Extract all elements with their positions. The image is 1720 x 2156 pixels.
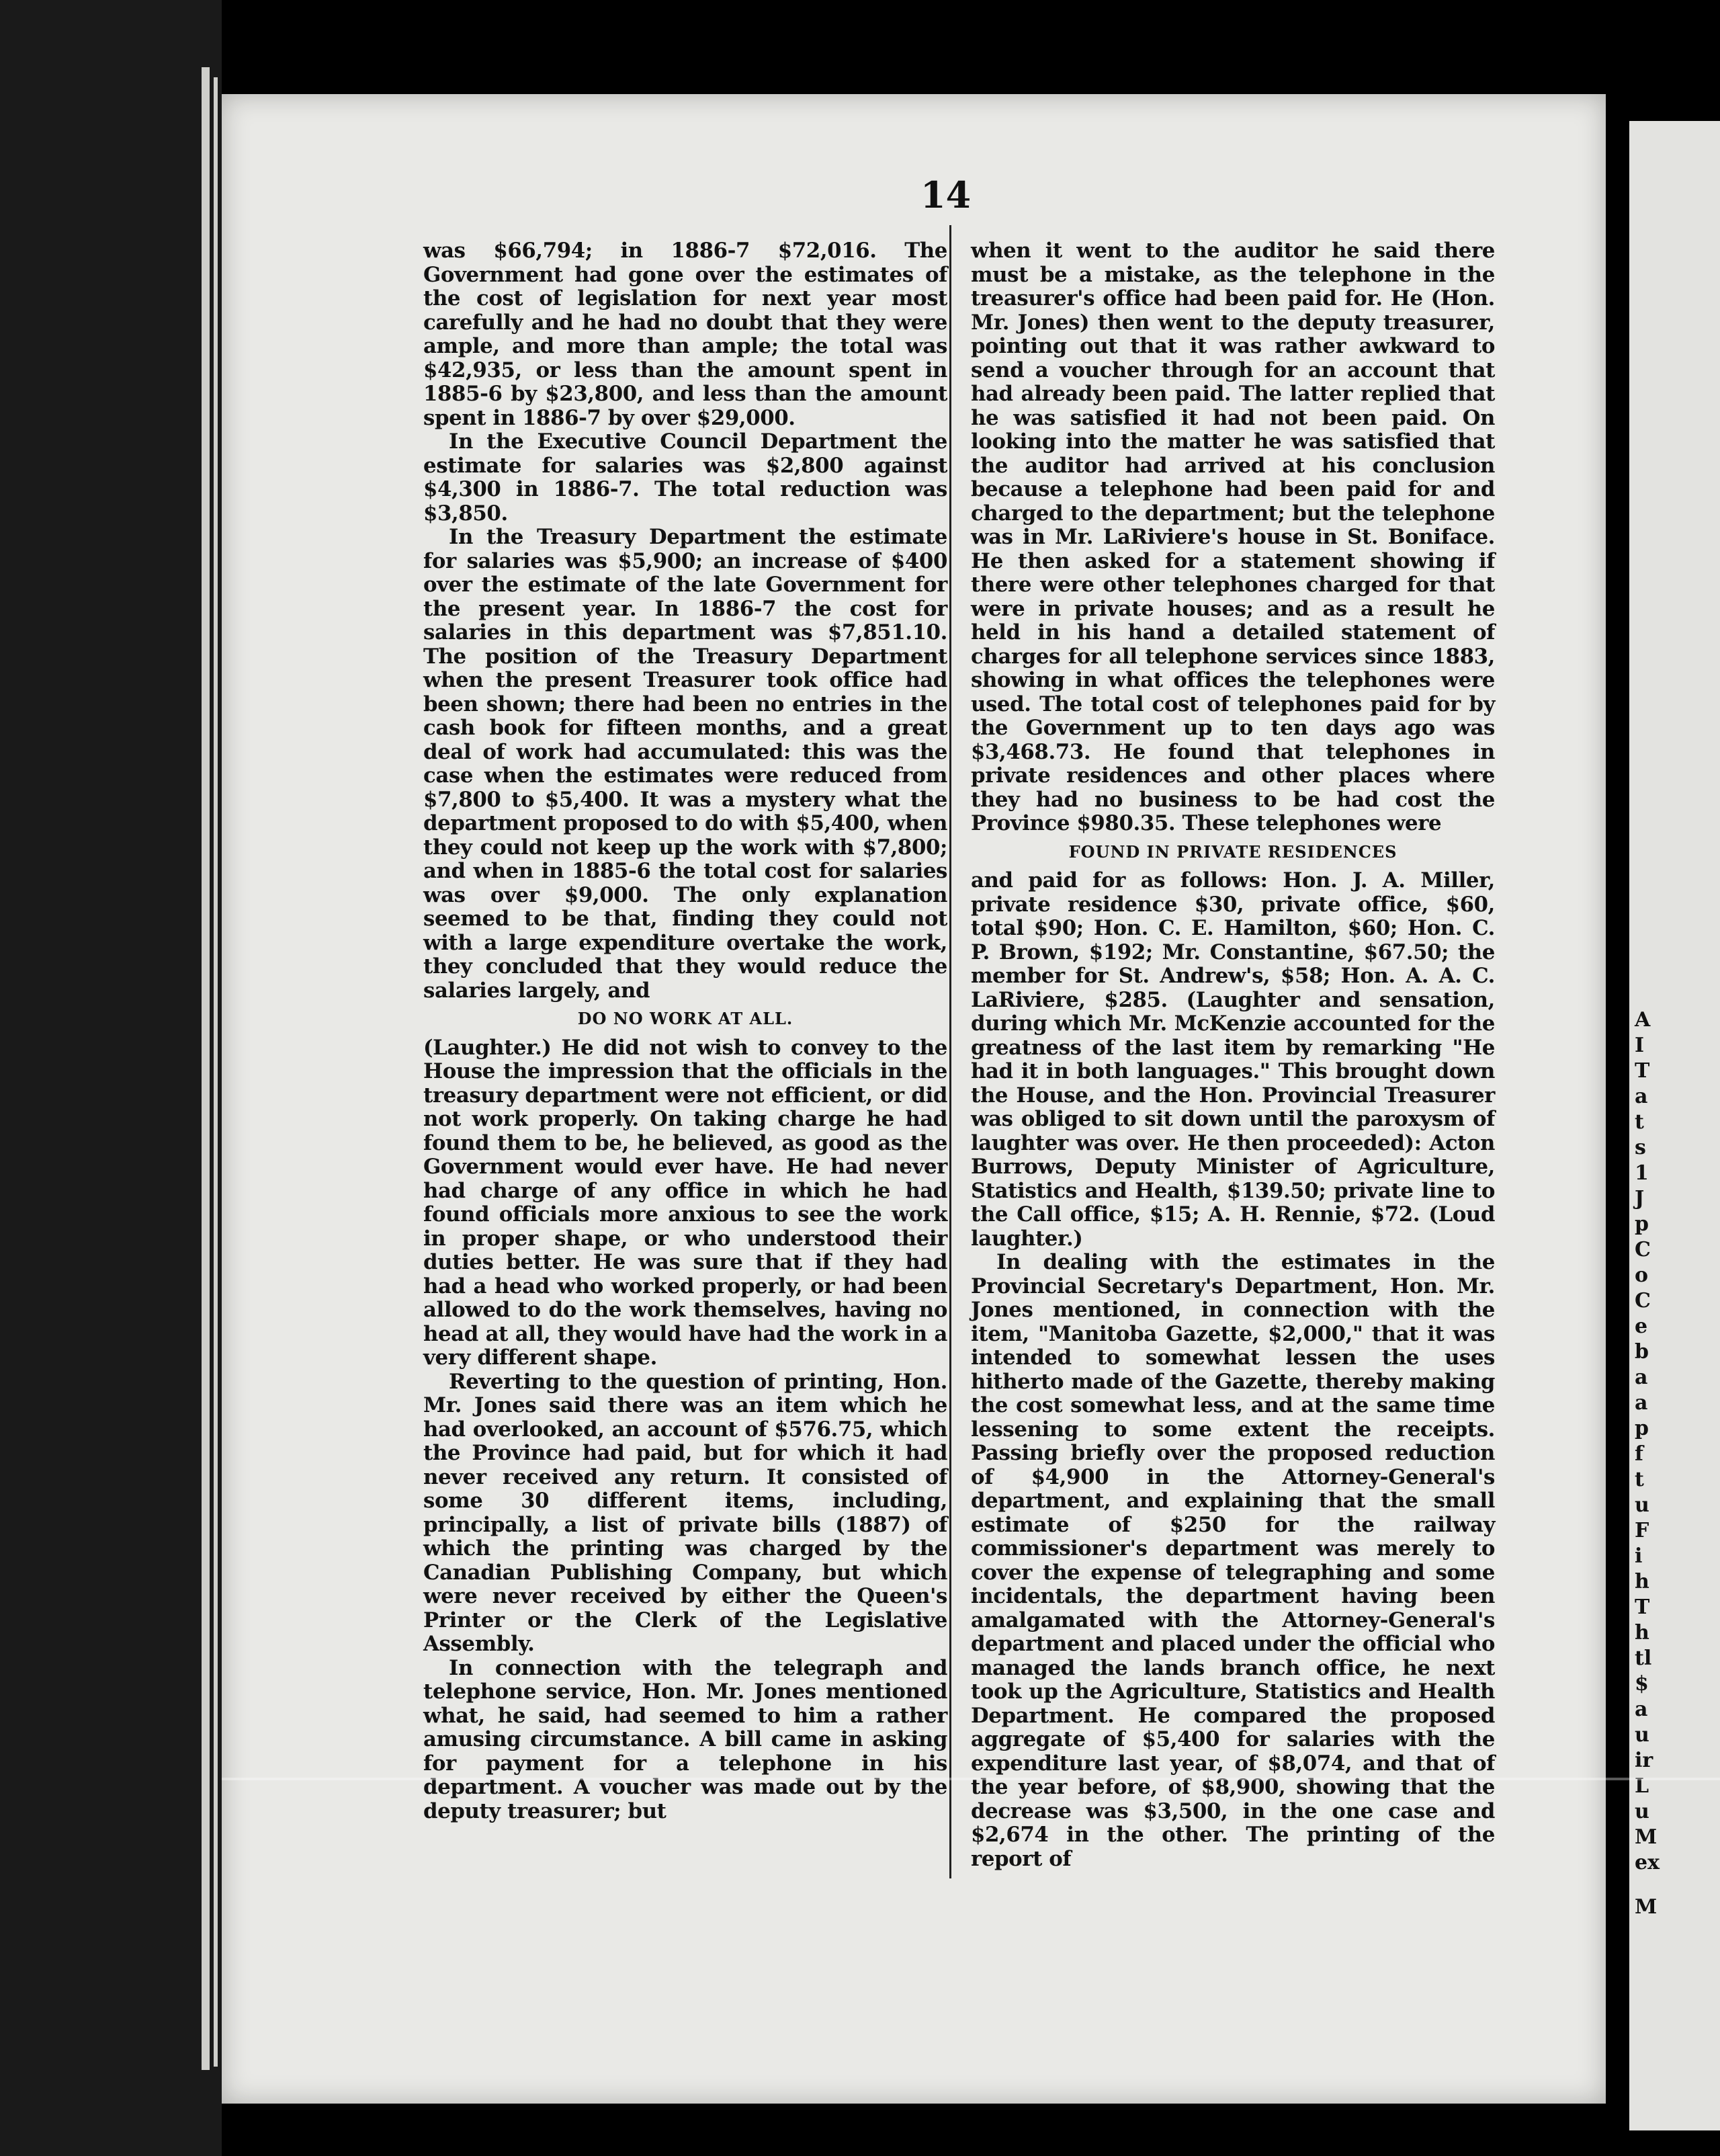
paragraph: In dealing with the estimates in the Provincial Secretary's Department, Hon. Mr. Jones mentioned, in connection with the item, "Manitoba Gazette, $2,000," that it was intended to somewhat lessen the uses hitherto made of the Gazette, thereby making the cost somewhat less, and at the same time lessening to some extent the receipts. Passing briefly over the proposed reduction of $4,900 in the Attorney-General's department, and explaining that the small estimate of $250 for the railway commissioner's department was merely to cover the expense of telegraphing and some incidentals, the department having been amalgamated with the Attorney-General's department and placed under the official who managed the lands branch office, he next took up the Agriculture, Statistics and Health Department. He compared the proposed aggregate of $5,400 for salaries with the expenditure last year, of $8,074, and that of the year before, of $8,900, showing that the decrease was $3,500, in the one case and $2,674 in the other. The printing of the report of	[971, 1250, 1495, 1871]
paragraph: was $66,794; in 1886-7 $72,016. The Government had gone over the estimates of the cost of legislation for next year most carefully and he had no doubt that they were ample, and more than ample; the total was $42,935, or less than the amount spent in 1885-6 by $23,800, and less than the amount spent in 1886-7 by over $29,000.	[423, 239, 947, 430]
page-number: 14	[920, 173, 972, 216]
opposite-page-letter: tl	[1635, 1647, 1652, 1670]
opposite-page-letter: a	[1635, 1391, 1648, 1415]
opposite-page-letter: 1	[1635, 1161, 1649, 1185]
opposite-page-fragment	[1629, 121, 1720, 2130]
opposite-page-letter: u	[1635, 1493, 1649, 1517]
page-left-edge-2	[214, 77, 218, 2067]
section-heading: DO NO WORK AT ALL.	[577, 1009, 793, 1028]
opposite-page-letter: ex	[1635, 1851, 1660, 1874]
paragraph: In the Treasury Department the estimate for salaries was $5,900; an increase of $400 over the estimate of the late Government for the present year. In 1886-7 the cost for salaries in this department was $7,851.10. The position of the Treasury Department when the present Treasurer took office had been shown; there had been no entries in the cash book for fifteen months, and a great deal of work had accumulated: this was the case when the estimates were reduced from $7,800 to $5,400. It was a mystery what the department proposed to do with $5,400, when they could not keep up the work with $7,800; and when in 1885-6 the total cost for salaries was over $9,000. The only explanation seemed to be that, finding they could not with a large expenditure overtake the work, they concluded that they would reduce the salaries largely, and	[423, 525, 947, 1003]
opposite-page-letter: J	[1635, 1187, 1645, 1210]
section-heading: FOUND IN PRIVATE RESIDENCES	[1068, 841, 1398, 862]
paragraph: (Laughter.) He did not wish to convey to the House the impression that the officials in the treasury department were not efficient, or did not work properly. On taking charge he had found them to be, he believed, as good as the Government would ever have. He had never had charge of any office in which he had found officials more anxious to see the work in proper shape, or who understood their duties better. He was sure that if they had had a head who worked properly, or had been allowed to do the work themselves, having no head at all, they would have had the work in a very different shape.	[423, 1035, 947, 1370]
opposite-page-letter: a	[1635, 1698, 1648, 1721]
opposite-page-letter: C	[1635, 1289, 1651, 1313]
scan-artifact-line	[222, 1778, 1720, 1780]
opposite-page-letter: b	[1635, 1340, 1649, 1364]
opposite-page-letter: h	[1635, 1570, 1649, 1593]
paragraph: Reverting to the question of printing, Hon. Mr. Jones said there was an item which he had overlooked, an account of $576.75, which the Province had paid, but for which it had never received any return. It consisted of some 30 different items, including, principally, a list of private bills (1887) of which the printing was charged by the Canadian Publishing Company, but which were never received by either the Queen's Printer or the Clerk of the Legislative Assembly.	[423, 1369, 947, 1656]
opposite-page-letter: u	[1635, 1800, 1649, 1823]
opposite-page-letter: o	[1635, 1263, 1649, 1287]
opposite-page-letter: T	[1635, 1595, 1650, 1619]
opposite-page-letter: e	[1635, 1315, 1648, 1338]
opposite-page-letter: h	[1635, 1621, 1649, 1645]
opposite-page-letter: p	[1635, 1417, 1649, 1440]
page-left-edge	[202, 67, 210, 2070]
opposite-page-letter: s	[1635, 1136, 1646, 1159]
opposite-page-letter: M	[1635, 1895, 1658, 1919]
right-column	[971, 239, 1495, 1871]
opposite-page-letter: ir	[1635, 1749, 1653, 1772]
opposite-page-letter: a	[1635, 1085, 1648, 1108]
opposite-page-letter: t	[1635, 1468, 1644, 1491]
column-divider	[949, 225, 951, 1878]
opposite-page-letter: I	[1635, 1034, 1645, 1057]
opposite-page-letter: C	[1635, 1238, 1651, 1261]
left-column	[423, 239, 947, 1823]
opposite-page-letter: f	[1635, 1442, 1643, 1466]
opposite-page-letter: T	[1635, 1059, 1650, 1083]
opposite-page-letter: L	[1635, 1774, 1649, 1798]
scan-left-border	[0, 0, 222, 2156]
opposite-page-letter: i	[1635, 1544, 1643, 1568]
paragraph: In connection with the telegraph and telephone service, Hon. Mr. Jones mentioned what, he said, had seemed to him a rather amusing circumstance. A bill came in asking for payment for a telephone in his department. A voucher was made out by the deputy treasurer; but	[423, 1655, 947, 1823]
opposite-page-letter: $	[1635, 1672, 1649, 1696]
opposite-page-letter: t	[1635, 1110, 1644, 1134]
opposite-page-letter: F	[1635, 1519, 1649, 1542]
opposite-page-letter: u	[1635, 1723, 1649, 1747]
opposite-page-letter: a	[1635, 1366, 1648, 1389]
paragraph: and paid for as follows: Hon. J. A. Miller, private residence $30, private office, $60, total $90; Hon. C. E. Hamilton, $60; Hon. C. P. Brown, $192; Mr. Constantine, $67.50; the member for St. Andrew's, $58; Hon. A. A. C. LaRiviere, $285. (Laughter and sensation, during which Mr. McKenzie accounted for the greatness of the last item by remarking "He had it in both languages." This brought down the House, and the Hon. Provincial Treasurer was obliged to sit down until the paroxysm of laughter was over. He then proceeded): Acton Burrows, Deputy Minister of Agriculture, Statistics and Health, $139.50; private line to the Call office, $15; A. H. Rennie, $72. (Loud laughter.)	[971, 868, 1495, 1251]
opposite-page-letter: A	[1635, 1008, 1651, 1032]
opposite-page-letter: M	[1635, 1825, 1658, 1849]
opposite-page-letter: p	[1635, 1212, 1649, 1236]
paragraph: when it went to the auditor he said there must be a mistake, as the telephone in the treasurer's office had been paid for. He (Hon. Mr. Jones) then went to the deputy treasurer, pointing out that it was rather awkward to send a voucher through for an account that had already been paid. The latter replied that he was satisfied it had not been paid. On looking into the matter he was satisfied that the auditor had arrived at his conclusion because a telephone had been paid for and charged to the department; but the telephone was in Mr. LaRiviere's house in St. Boniface. He then asked for a statement showing if there were other telephones charged for that were in private houses; and as a result he held in his hand a detailed statement of charges for all telephone services since 1883, showing in what offices the telephones were used. The total cost of telephones paid for by the Government up to ten days ago was $3,468.73. He found that telephones in private residences and other places where they had no business to be had cost the Province $980.35. These telephones were	[971, 239, 1495, 835]
paragraph: In the Executive Council Department the estimate for salaries was $2,800 against $4,300 in 1886-7. The total reduction was $3,850.	[423, 429, 947, 526]
